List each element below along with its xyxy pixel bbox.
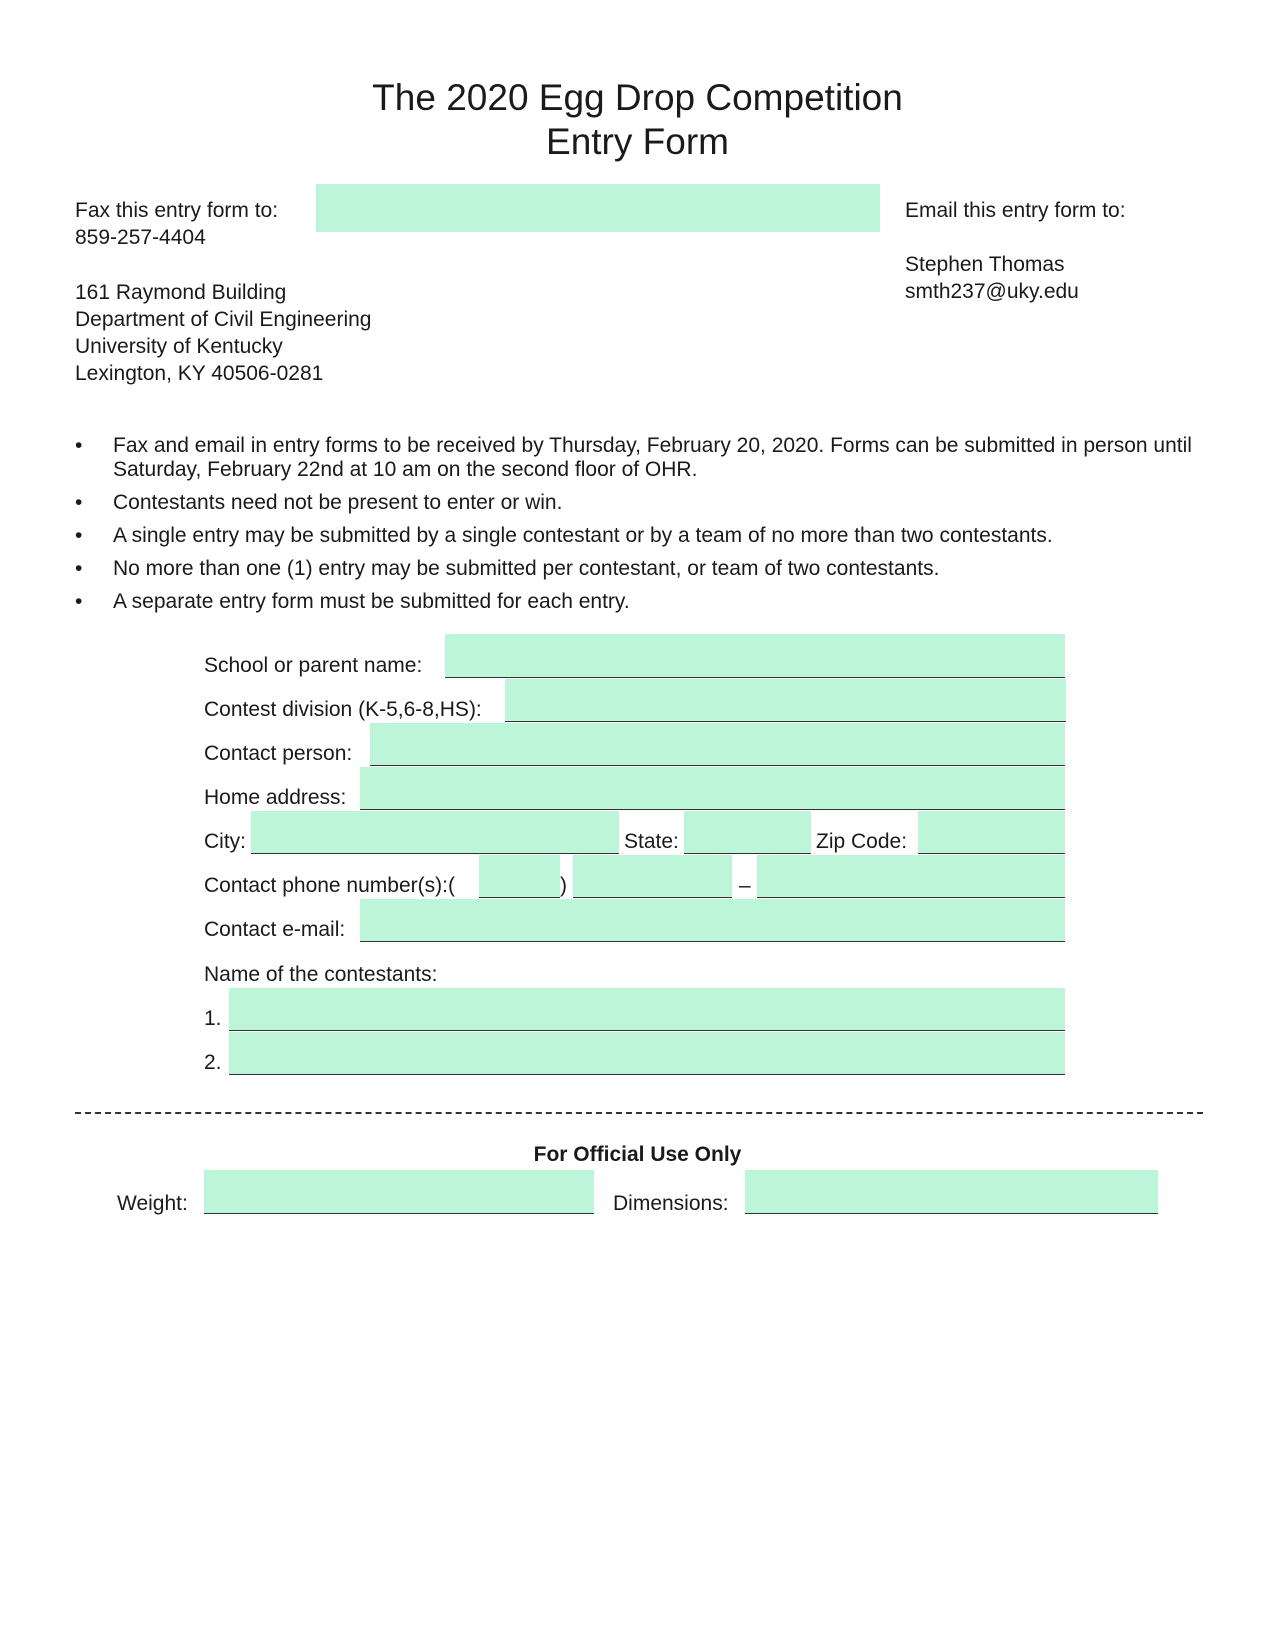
zip-input[interactable] <box>918 811 1065 854</box>
dimensions-label: Dimensions: <box>613 1192 729 1215</box>
fax-field[interactable] <box>316 184 880 232</box>
zip-label: Zip Code: <box>816 830 908 853</box>
phone-label: Contact phone number(s):( <box>204 874 455 897</box>
cut-line-divider <box>75 1112 1203 1114</box>
phone-line-input[interactable] <box>757 855 1065 898</box>
contestant-2-input[interactable] <box>229 1032 1065 1075</box>
contestants-label: Name of the contestants: <box>204 963 438 986</box>
fax-address-line-1: 161 Raymond Building <box>75 281 287 304</box>
fax-label: Fax this entry form to: <box>75 199 279 222</box>
fax-address-line-4: Lexington, KY 40506-0281 <box>75 362 324 385</box>
page-title: The 2020 Egg Drop Competition <box>372 77 903 118</box>
official-use-heading: For Official Use Only <box>533 1143 742 1166</box>
phone-prefix-input[interactable] <box>573 855 732 898</box>
city-input[interactable] <box>251 811 619 854</box>
rule-item: • A separate entry form must be submitted for each entry. <box>75 590 1195 614</box>
email-contact-address: smth237@uky.edu <box>905 280 1079 303</box>
contact-person-label: Contact person: <box>204 742 353 765</box>
city-label: City: <box>204 830 246 853</box>
rule-item: • No more than one (1) entry may be submitted per contestant, or team of two contestants. <box>75 557 1195 581</box>
fax-address-line-2: Department of Civil Engineering <box>75 308 372 331</box>
phone-paren: ) <box>560 874 567 897</box>
home-address-input[interactable] <box>360 767 1065 810</box>
dimensions-input[interactable] <box>745 1170 1158 1214</box>
rule-item: • A single entry may be submitted by a single contestant or by a team of no more than two contestants. <box>75 524 1195 548</box>
email-label: Email this entry form to: <box>905 199 1126 222</box>
weight-label: Weight: <box>117 1192 188 1215</box>
contact-email-input[interactable] <box>360 899 1065 942</box>
phone-dash: – <box>739 874 751 897</box>
contestant-2-label: 2. <box>204 1051 222 1074</box>
contact-person-input[interactable] <box>370 723 1065 766</box>
fax-address-line-3: University of Kentucky <box>75 335 283 358</box>
division-input[interactable] <box>505 679 1066 722</box>
rules-list <box>75 434 1195 623</box>
contestant-1-label: 1. <box>204 1007 222 1030</box>
school-input[interactable] <box>445 634 1065 678</box>
division-label: Contest division (K-5,6-8,HS): <box>204 698 482 721</box>
phone-area-code-input[interactable] <box>479 855 560 898</box>
contestant-1-input[interactable] <box>229 988 1065 1031</box>
state-label: State: <box>624 830 679 853</box>
contact-email-label: Contact e-mail: <box>204 918 346 941</box>
rule-item: • Fax and email in entry forms to be received by Thursday, February 20, 2020. Forms can be submitted in person until Saturday, February 22nd at 10 am on the second floor of OHR. <box>75 434 1195 482</box>
page-subtitle: Entry Form <box>546 121 729 162</box>
state-input[interactable] <box>684 811 811 854</box>
school-label: School or parent name: <box>204 654 423 677</box>
home-address-label: Home address: <box>204 786 347 809</box>
weight-input[interactable] <box>204 1170 594 1214</box>
rule-item: • Contestants need not be present to enter or win. <box>75 491 1195 515</box>
email-contact-name: Stephen Thomas <box>905 253 1065 276</box>
fax-number: 859-257-4404 <box>75 226 206 249</box>
